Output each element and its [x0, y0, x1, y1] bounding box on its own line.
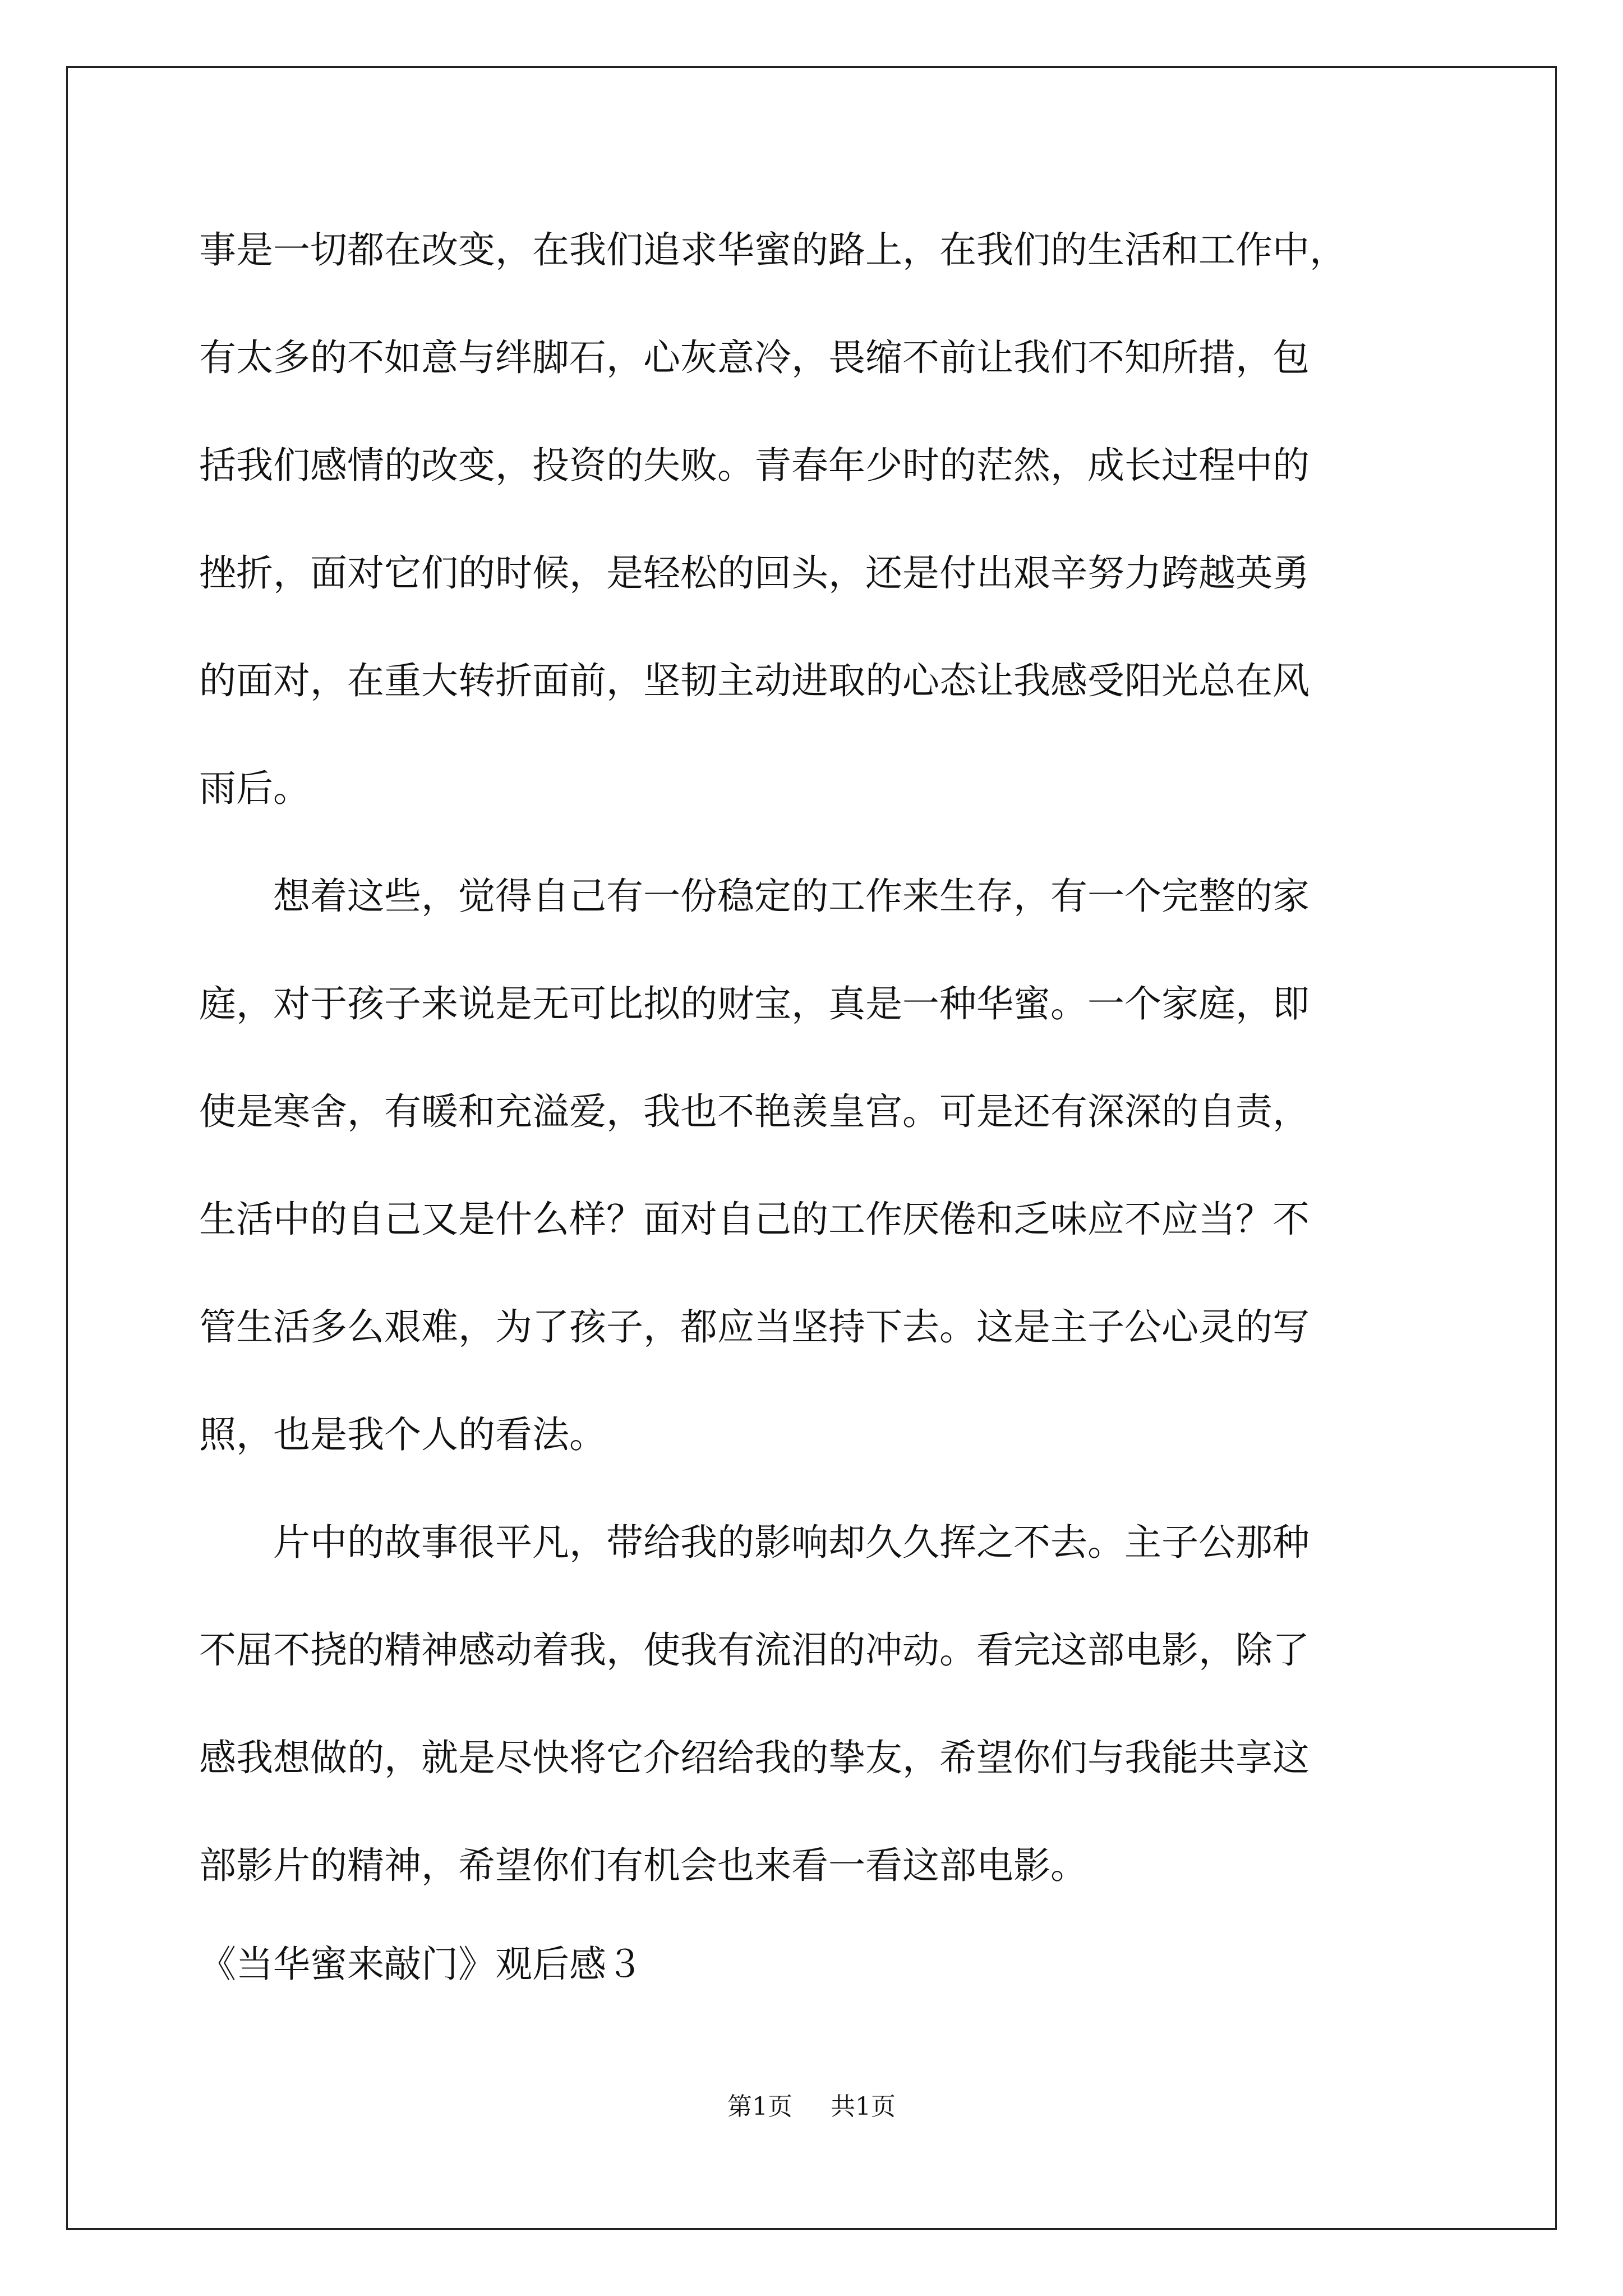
text-line-16: 部影片的精神，希望你们有机会也来看一看这部电影。	[199, 1844, 1087, 1887]
section-heading: 《当华蜜来敲门》观后感３	[199, 1943, 643, 1986]
text-line-6: 雨后。	[199, 767, 310, 810]
text-line-14: 不屈不挠的精神感动着我，使我有流泪的冲动。看完这部电影，除了	[199, 1628, 1310, 1672]
text-line-12: 照，也是我个人的看法。	[199, 1413, 606, 1456]
text-line-10: 生活中的自己又是什么样？面对自己的工作厌倦和乏味应不应当？不	[199, 1198, 1310, 1241]
text-line-9: 使是寒舍，有暖和充溢爱，我也不艳羡皇宫。可是还有深深的自责，	[199, 1090, 1310, 1133]
page-border	[66, 66, 1557, 2230]
page-number: 第1页	[727, 2092, 792, 2121]
text-line-5: 的面对，在重大转折面前，坚韧主动进取的心态让我感受阳光总在风	[199, 659, 1310, 702]
text-line-4: 挫折，面对它们的时候，是轻松的回头，还是付出艰辛努力跨越英勇	[199, 551, 1310, 595]
page-total: 共1页	[831, 2092, 896, 2121]
text-line-2: 有太多的不如意与绊脚石，心灰意冷，畏缩不前让我们不知所措，包	[199, 336, 1310, 379]
text-line-1: 事是一切都在改变，在我们追求华蜜的路上，在我们的生活和工作中，	[199, 228, 1347, 272]
text-line-3: 括我们感情的改变，投资的失败。青春年少时的茫然，成长过程中的	[199, 444, 1310, 487]
text-line-8: 庭，对于孩子来说是无可比拟的财宝，真是一种华蜜。一个家庭，即	[199, 982, 1310, 1025]
text-line-13: 片中的故事很平凡，带给我的影响却久久挥之不去。主子公那种	[199, 1521, 1310, 1564]
text-line-11: 管生活多么艰难，为了孩子，都应当坚持下去。这是主子公心灵的写	[199, 1305, 1310, 1349]
page-footer	[0, 2091, 1623, 2123]
text-line-7: 想着这些，觉得自己有一份稳定的工作来生存，有一个完整的家	[199, 875, 1310, 918]
text-line-15: 感我想做的，就是尽快将它介绍给我的挚友，希望你们与我能共享这	[199, 1736, 1310, 1779]
